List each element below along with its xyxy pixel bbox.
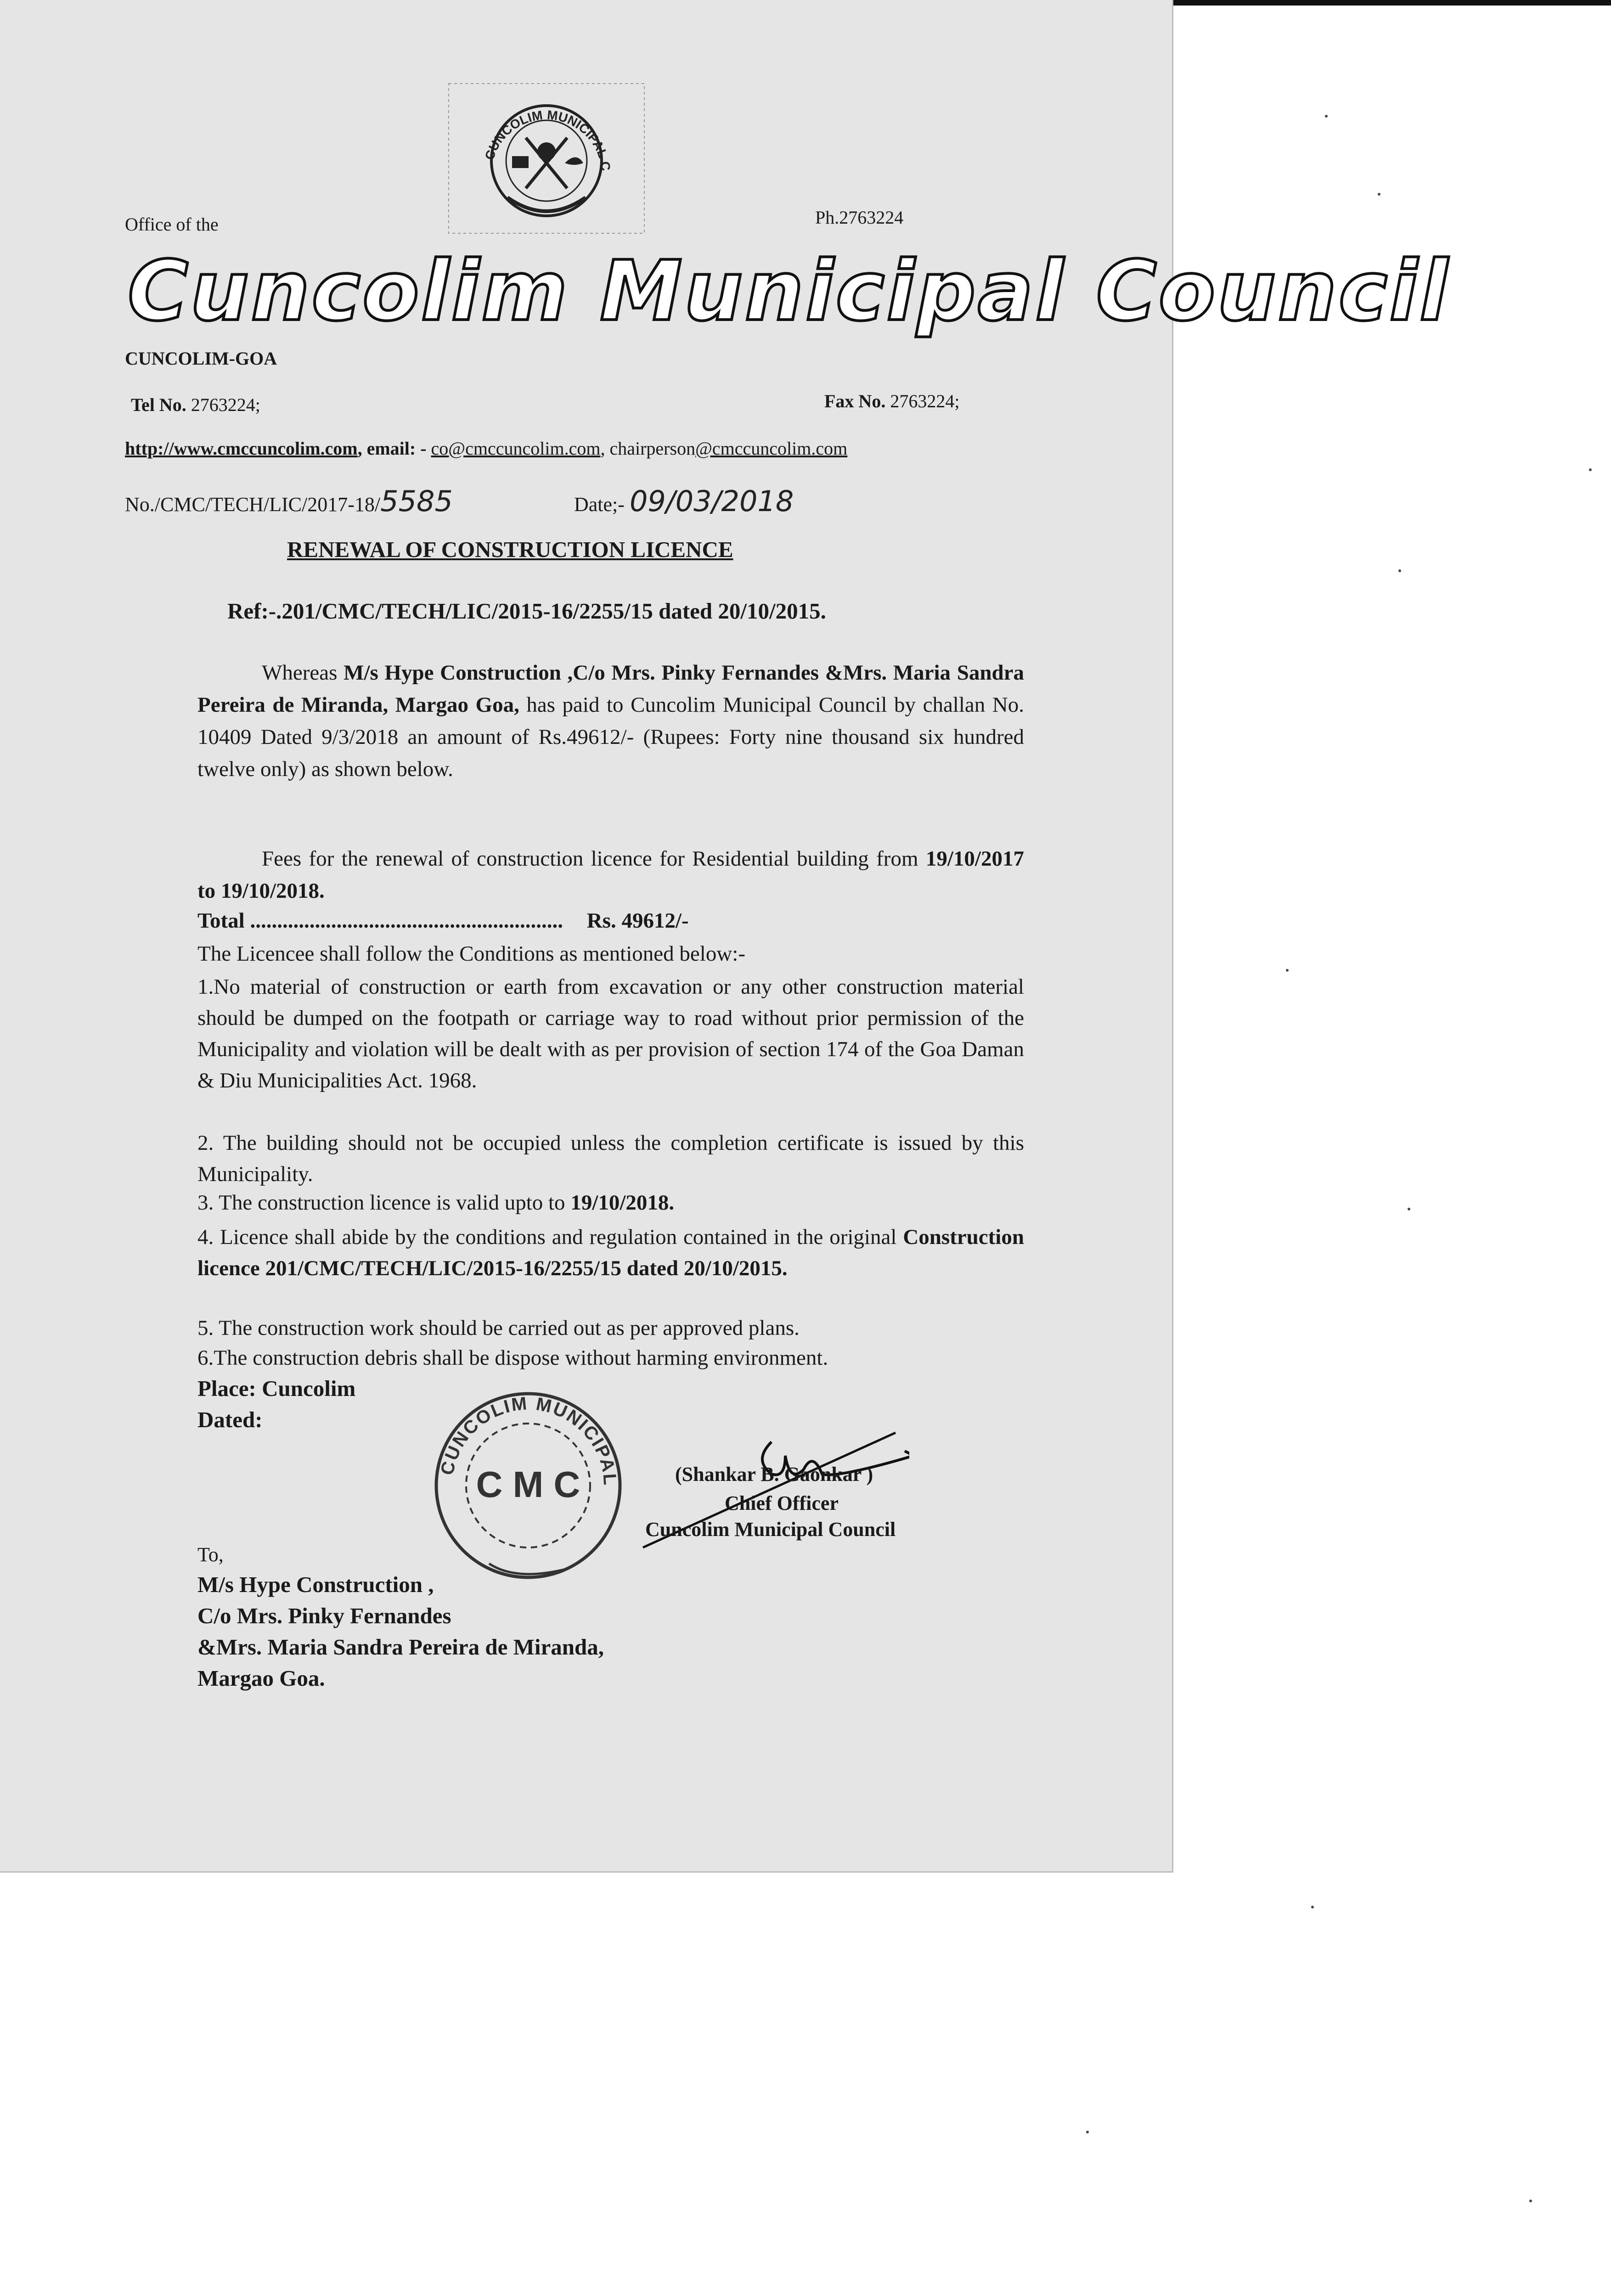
- address-to: To,: [197, 1543, 224, 1566]
- total-label: Total: [197, 909, 245, 933]
- chair-email-prefix: , chairperson: [600, 438, 696, 459]
- reference-date-line: [574, 484, 794, 518]
- scan-speck: [1398, 569, 1401, 572]
- date-label: Date;-: [574, 493, 625, 516]
- condition-3-date: 19/10/2018.: [570, 1191, 675, 1215]
- tel-label: Tel No.: [131, 394, 186, 415]
- fax-label: Fax No.: [824, 391, 886, 411]
- municipal-emblem-icon: [448, 83, 645, 234]
- scan-speck: [1589, 468, 1592, 471]
- svg-text:CUNCOLIM MUNICIPAL COUNCIL: CUNCOLIM MUNICIPAL C: [482, 107, 613, 172]
- ref-number-handwritten: 5585: [380, 484, 453, 518]
- reference-line: Ref:-.201/CMC/TECH/LIC/2015-16/2255/15 dated 20/10/2015.: [227, 598, 826, 624]
- signatory-body: Cuncolim Municipal Council: [645, 1518, 896, 1541]
- paragraph-payment: [197, 657, 1024, 785]
- date-handwritten: 09/03/2018: [629, 484, 794, 518]
- condition-4-bold: Construction licence 201/CMC/TECH/LIC/2015-16/2255/15 dated 20/10/2015.: [197, 1225, 1024, 1280]
- scan-speck: [1325, 115, 1328, 118]
- para1-whereas: Whereas: [262, 661, 344, 685]
- para2-text: Fees for the renewal of construction licence for Residential building from: [262, 847, 926, 871]
- condition-6: 6.The construction debris shall be dispose without harming environment.: [197, 1346, 828, 1370]
- para1-rest: has paid to Cuncolim Municipal Council by challan No. 10409 Dated 9/3/2018 an amount of Rs.49612/- (Rupees: Forty nine thousand six hundred twelve only) as shown below.: [197, 693, 1025, 781]
- scan-speck: [1408, 1208, 1410, 1210]
- stamp-center-text: C M C: [476, 1464, 580, 1505]
- tel-line: [131, 394, 260, 416]
- total-amount: Rs. 49612/-: [586, 909, 689, 933]
- condition-3: [197, 1190, 674, 1215]
- condition-5: 5. The construction work should be carried out as per approved plans.: [197, 1316, 800, 1340]
- para1-party: M/s Hype Construction ,C/o Mrs. Pinky Fernandes &Mrs. Maria Sandra Pereira de Miranda, Margao Goa,: [197, 661, 1024, 717]
- svg-text:CUNCOLIM MUNICIPAL COUNCIL: CUNCOLIM MUNICIPAL: [437, 1393, 620, 1487]
- reference-number-line: [125, 484, 453, 518]
- scan-speck: [1529, 2200, 1532, 2202]
- scan-speck: [1311, 1906, 1314, 1908]
- condition-1: 1.No material of construction or earth from excavation or any other construction material should be dumped on the footpath or carriage way to road without prior permission of the Municipality and violation will be dealt with as per provision of section 174 of the Goa Daman & Diu Municipalities Act. 1968.: [197, 975, 1024, 1092]
- tel-value: 2763224;: [191, 394, 260, 415]
- chair-email-link[interactable]: @cmccuncolim.com: [695, 438, 848, 459]
- condition-2: 2. The building should not be occupied unless the completion certificate is issued by this Municipality.: [197, 1131, 1024, 1186]
- signatory-name: (Shankar B. Gaonkar ): [675, 1463, 873, 1486]
- address-line-2: C/o Mrs. Pinky Fernandes: [197, 1603, 451, 1628]
- fax-value: 2763224;: [890, 391, 960, 411]
- scan-speck: [1286, 969, 1289, 972]
- dated-label: Dated:: [197, 1407, 263, 1432]
- town-label: CUNCOLIM-GOA: [125, 348, 277, 369]
- document-title: RENEWAL OF CONSTRUCTION LICENCE: [287, 537, 733, 562]
- council-masthead: Cuncolim Municipal Council: [128, 243, 1450, 339]
- address-line-1: M/s Hype Construction ,: [197, 1572, 434, 1597]
- total-dots: ..........................................................: [250, 909, 563, 933]
- website-link[interactable]: http://www.cmccuncolim.com: [125, 438, 358, 459]
- office-stamp-icon: [420, 1382, 636, 1584]
- scan-speck: [1378, 193, 1380, 196]
- ref-number-prefix: No./CMC/TECH/LIC/2017-18/: [125, 493, 381, 516]
- office-of-label: Office of the: [125, 214, 219, 235]
- paragraph-fees: [197, 843, 1024, 907]
- condition-4: [197, 1221, 1024, 1284]
- fax-line: [824, 390, 959, 412]
- scan-speck: [1086, 2131, 1089, 2133]
- address-line-4: Margao Goa.: [197, 1666, 325, 1691]
- place-label: Place: Cuncolim: [197, 1376, 356, 1401]
- conditions-intro: The Licencee shall follow the Conditions as mentioned below:-: [197, 942, 745, 966]
- phone-number: Ph.2763224: [815, 207, 904, 228]
- email-label: , email: -: [357, 438, 431, 459]
- para2-period: 19/10/2017 to 19/10/2018.: [197, 847, 1024, 903]
- total-line: [197, 908, 932, 933]
- signatory-designation: Chief Officer: [725, 1492, 839, 1514]
- condition-3-text: 3. The construction licence is valid upto to: [197, 1191, 571, 1215]
- contact-line: [125, 438, 847, 459]
- email-link[interactable]: co@cmccuncolim.com: [431, 438, 601, 459]
- condition-4-text: 4. Licence shall abide by the conditions and regulation contained in the original: [197, 1225, 903, 1249]
- address-line-3: &Mrs. Maria Sandra Pereira de Miranda,: [197, 1634, 604, 1660]
